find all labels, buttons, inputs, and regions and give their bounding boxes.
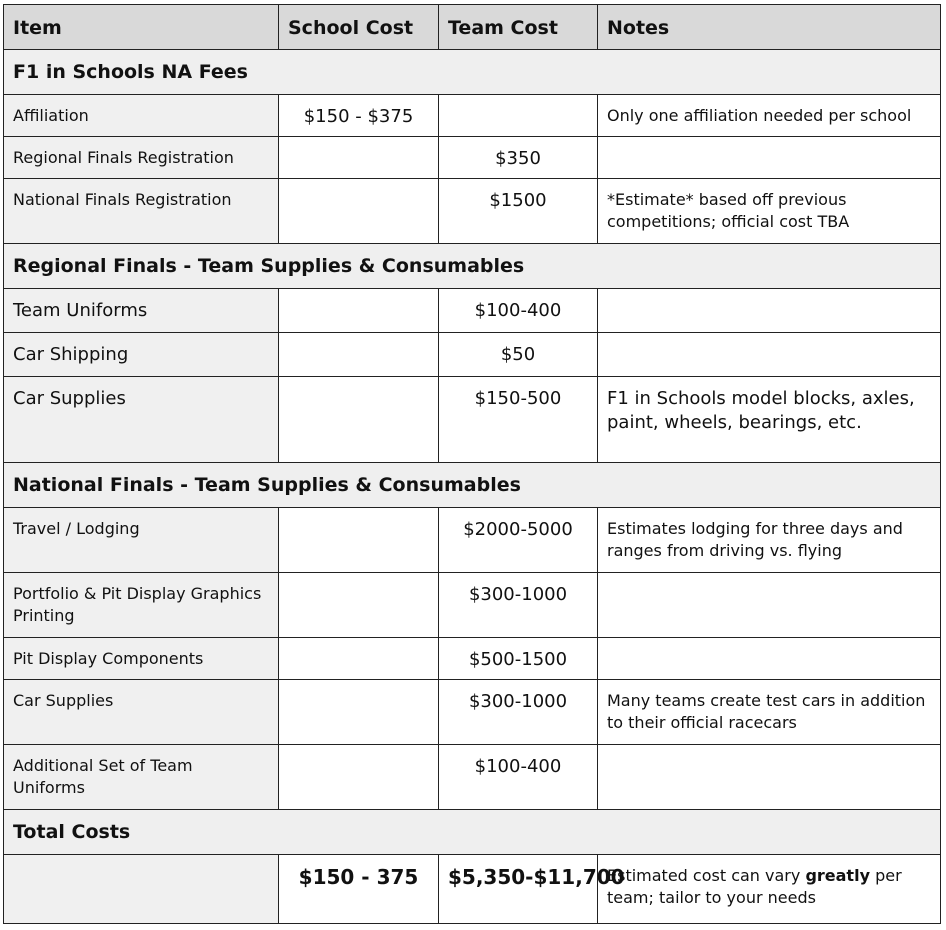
- notes-text-bold: greatly: [805, 866, 870, 885]
- section-row-national: [4, 463, 941, 508]
- cell-school-cost: [279, 137, 439, 179]
- cell-item: Portfolio & Pit Display Graphics Printing: [4, 573, 279, 638]
- total-notes: [598, 855, 941, 924]
- cell-item: Affiliation: [4, 95, 279, 137]
- table-row: [4, 377, 941, 463]
- table-row: [4, 638, 941, 680]
- notes-text-pre: Estimated cost can vary: [607, 866, 806, 885]
- cell-item: Car Shipping: [4, 333, 279, 377]
- cell-school-cost: [279, 377, 439, 463]
- total-team-cost: $5,350-$11,700: [439, 855, 598, 924]
- cell-team-cost: $1500: [439, 179, 598, 244]
- header-row: [4, 5, 941, 50]
- header-school-cost: School Cost: [279, 5, 439, 50]
- notes-text-post: per team; tailor to your needs: [607, 866, 902, 907]
- section-title: Regional Finals - Team Supplies & Consumables: [4, 244, 941, 289]
- cell-item: Travel / Lodging: [4, 508, 279, 573]
- cell-item: Pit Display Components: [4, 638, 279, 680]
- cell-notes: [598, 137, 941, 179]
- table-row: [4, 573, 941, 638]
- section-title: Total Costs: [4, 810, 941, 855]
- section-row-fees: [4, 50, 941, 95]
- cell-item: National Finals Registration: [4, 179, 279, 244]
- table-row: [4, 289, 941, 333]
- table-row: [4, 680, 941, 745]
- cell-notes: [598, 289, 941, 333]
- cell-item: Regional Finals Registration: [4, 137, 279, 179]
- header-notes: Notes: [598, 5, 941, 50]
- cell-team-cost: $300-1000: [439, 573, 598, 638]
- cost-table: [3, 4, 941, 924]
- section-title: F1 in Schools NA Fees: [4, 50, 941, 95]
- total-row: [4, 855, 941, 924]
- cell-school-cost: [279, 638, 439, 680]
- cell-item: Additional Set of Team Uniforms: [4, 745, 279, 810]
- section-title: National Finals - Team Supplies & Consumables: [4, 463, 941, 508]
- cell-school-cost: [279, 745, 439, 810]
- cell-item: Car Supplies: [4, 377, 279, 463]
- cell-notes: [598, 333, 941, 377]
- header-team-cost: Team Cost: [439, 5, 598, 50]
- cell-item: Car Supplies: [4, 680, 279, 745]
- table-row: [4, 508, 941, 573]
- table-row: [4, 745, 941, 810]
- table-row: [4, 137, 941, 179]
- section-row-regional: [4, 244, 941, 289]
- table-row: [4, 333, 941, 377]
- cell-notes: Only one affiliation needed per school: [598, 95, 941, 137]
- cell-school-cost: [279, 289, 439, 333]
- cell-team-cost: $300-1000: [439, 680, 598, 745]
- cell-team-cost: $350: [439, 137, 598, 179]
- cell-team-cost: $2000-5000: [439, 508, 598, 573]
- cell-notes: Estimates lodging for three days and ranges from driving vs. flying: [598, 508, 941, 573]
- cell-team-cost: $150-500: [439, 377, 598, 463]
- cell-team-cost: $50: [439, 333, 598, 377]
- cell-school-cost: [279, 680, 439, 745]
- cell-school-cost: [279, 179, 439, 244]
- cell-school-cost: [279, 508, 439, 573]
- cell-team-cost: $100-400: [439, 745, 598, 810]
- cell-item: Team Uniforms: [4, 289, 279, 333]
- cell-item: [4, 855, 279, 924]
- table-row: [4, 179, 941, 244]
- cell-notes: F1 in Schools model blocks, axles, paint, wheels, bearings, etc.: [598, 377, 941, 463]
- cell-notes: *Estimate* based off previous competitions; official cost TBA: [598, 179, 941, 244]
- cell-notes: [598, 745, 941, 810]
- cell-school-cost: [279, 573, 439, 638]
- cell-notes: [598, 573, 941, 638]
- cell-team-cost: $500-1500: [439, 638, 598, 680]
- section-row-total: [4, 810, 941, 855]
- cell-notes: Many teams create test cars in addition to their official racecars: [598, 680, 941, 745]
- cell-notes: [598, 638, 941, 680]
- cell-school-cost: $150 - $375: [279, 95, 439, 137]
- total-school-cost: $150 - 375: [279, 855, 439, 924]
- cell-team-cost: [439, 95, 598, 137]
- cell-team-cost: $100-400: [439, 289, 598, 333]
- table-row: [4, 95, 941, 137]
- cell-school-cost: [279, 333, 439, 377]
- header-item: Item: [4, 5, 279, 50]
